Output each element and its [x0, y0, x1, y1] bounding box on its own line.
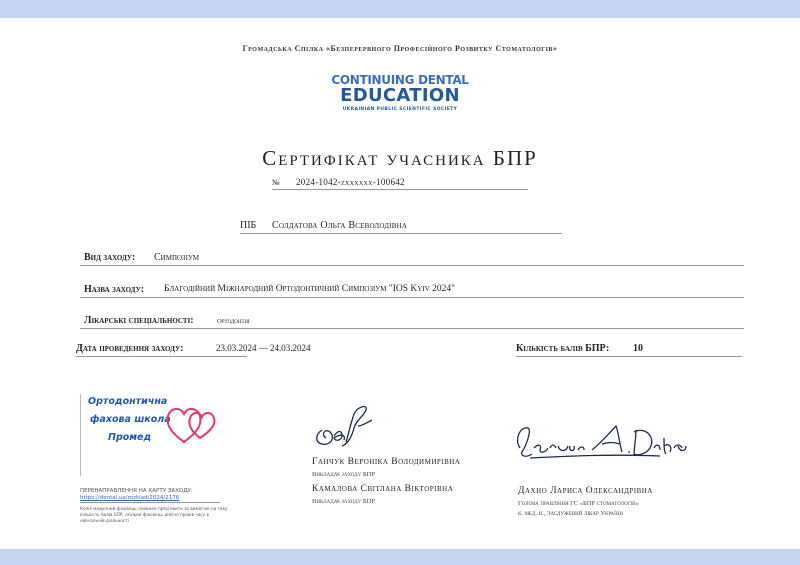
school-line3: Промед — [108, 432, 152, 443]
signatory-1-role: Викладач заходу БПР — [312, 471, 375, 478]
points-value: 10 — [633, 343, 643, 354]
event-type-row — [80, 250, 744, 266]
participant-row — [240, 218, 562, 234]
logo-line2: EDUCATION — [340, 85, 460, 106]
signature-dakhno — [510, 418, 690, 466]
footnote-redirect: ПЕРЕНАПРАВЛЕННЯ НА КАРТУ ЗАХОДУ: — [80, 488, 193, 494]
top-band — [0, 0, 800, 18]
logo-line3: UKRAINIAN PUBLIC SCIENTIFIC SOCIETY — [342, 107, 458, 112]
participant-name: Солдатова Ольга Всеволодівна — [272, 220, 408, 231]
signature-ganchuk — [308, 400, 378, 452]
certificate-number-row — [272, 176, 528, 190]
footnote-small: Копія медичний фахівець повинен пред'явити за вимогою на таку кількість балів БПР, скільки фахівець дійсно провів часу в навчальній діяльності — [80, 506, 228, 523]
event-name-value: Благодійний Міжнародний Ортодонтичний Симпозіум "IOS Kyiv 2024" — [164, 284, 455, 294]
cde-logo — [320, 74, 480, 112]
date-row — [76, 341, 311, 357]
school-line2: фахова школа — [90, 414, 171, 425]
points-row — [516, 341, 742, 357]
signatory-3-role: Голова правління ГС «БПР стоматологів» — [518, 500, 639, 507]
specialties-value: Ортодонтія — [217, 318, 250, 325]
signatory-3-name: Дахно Лариса Олександрівна — [518, 486, 653, 496]
signatory-3-role2: к. мед. н., Заслужений лікар України — [518, 510, 623, 517]
number-symbol: № — [272, 178, 280, 187]
event-type-label: Вид заходу: — [84, 252, 136, 263]
school-logo — [80, 392, 220, 472]
hearts-icon — [164, 398, 218, 448]
footnote-link[interactable]: https://dental.ua/rozklad/2024/2176 — [80, 495, 220, 503]
bottom-band — [0, 549, 800, 565]
event-type-value: Симпозіум — [154, 252, 200, 263]
date-label: Дата проведення заходу: — [76, 343, 184, 354]
logo-line1: CONTINUING DENTAL — [331, 73, 469, 87]
event-name-row — [80, 282, 744, 298]
specialties-label: Лікарські спеціальності: — [84, 315, 194, 326]
certificate-title: Сертифікат учасника БПР — [262, 146, 538, 170]
points-label: Кількість балів БПР: — [516, 343, 610, 354]
school-line1: Ортодонтична — [88, 396, 168, 407]
participant-label: ПІБ — [240, 220, 257, 231]
signatory-2-role: Викладач заходу БПР — [312, 498, 375, 505]
organization-name: Громадська Спілка «Безперервного Професійного Розвитку Стоматологів» — [242, 44, 558, 53]
specialties-row — [80, 313, 744, 329]
certificate-number: 2024-1042-zxxxxxx-100642 — [296, 177, 405, 187]
signatory-1-name: Ганчук Вероніка Володимирівна — [312, 457, 461, 467]
signatory-2-name: Камалова Світлана Вікторівна — [312, 484, 454, 494]
school-logo-divider — [80, 394, 81, 476]
event-name-label: Назва заходу: — [84, 284, 145, 295]
date-value: 23.03.2024 — 24.03.2024 — [216, 343, 311, 353]
